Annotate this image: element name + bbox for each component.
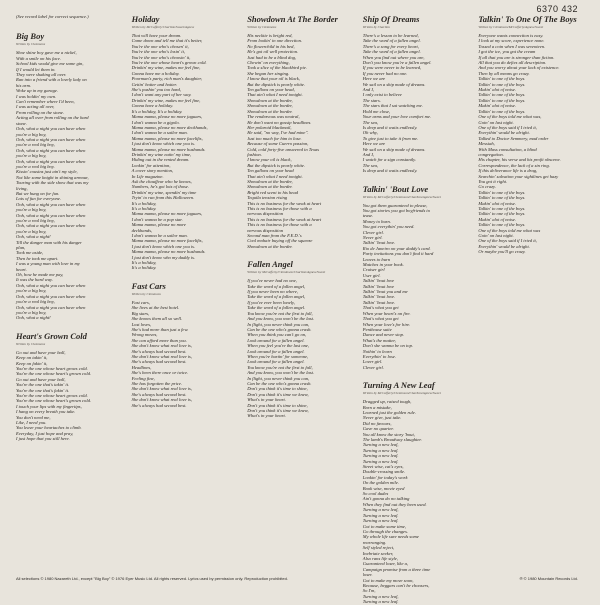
song-title: Fast Cars — [131, 280, 166, 291]
song-credit: Written by McCafferty/Cleminson/Charlton/Agnew/Sweet — [362, 194, 441, 199]
song-lyrics: Everyone wants connection is easy. I look at my score, experience none. Tossed a coin when I was seventeen. I got the ice, you got the cream If all that you are is stronger than fiction. All that you do defies all description. And you worry about your lack of existence. Then by all means go crazy. Talkin' to one of the boys. Talkin' to one of the boys. Makin' alot of noise. Talkin' to one of the boys. Talkin' to one of the boys. Makin' alot of noise. Talkin' to one of the boys. One of the boys told me what was, Goin' on last night. One of the boys said if I tried it, Everythin' would be alright. Talked to Doctor Semmery, mad order Messiah, With Mass consultation, a blind congregation. His chapter, his verse and his profit obscene. Correspondence, the lack of a sin ring. If this deliverance life is a drag, Searchin' salvation your sightlines get hazy You got it right. Go crazy. Talkin' to one of the boys. Talkin' to one of the boys. Makin' alot of noise. Talkin' to one of the boys. Talkin' to one of the boys. Makin' alot of noise. Talkin' to one of the boys. One of the boys told me what was Goin' on last night. One of the boys said if I tried it, Everythin' would be alright. Or maybe you'll go crazy. — [478, 33, 561, 255]
song-title: Big Boy — [16, 31, 45, 42]
song-credit: Written by McCafferty/Charlton/Sweet/Agnew — [131, 25, 195, 29]
catalog-number: 6370 432 — [536, 4, 578, 14]
song-title: Showdown At The Border — [247, 14, 338, 24]
song-lyrics: His necktie is bright red, From lookin' in one direction. No flowerchild in his bed, He's got oil well protection. Just had to be a blind dog, Chewin' on everything, Took a slice of the blackbird pie. She began her singing. I know that your oil is black, But the dipstick is pearly white. Ten gallons on your head, That ain't what I need tonight. Showdown at the border, Showdown at the border, Showdown at the border. The rendezvous was neutral, He don't want no gossip headlines. Her polaroid blackmail, He said, "no way, I've had mine". Just too much for him to lose. Because of some Cuerro passion, Cold, cold forty-five answered in Texas fashion. I know your oil is black, But the dipstick is pearly white. Ten gallons on your head That ain't what I need tonight. Showdown at the border, Showdown at the border. Bright red scent to his head Tequila tension rising This is no business for the weak at heart This is no business for those with a nervous disposition This is no business for the weak at heart This is no business for those with a nervous disposition Second man from the F.E.D.'s Cool mohair buying off the squeeze Showdown at the border. — [247, 33, 322, 249]
song-title: Heart's Grown Cold — [16, 330, 87, 341]
song-talkin-to-one-of-the-boys — [478, 14, 588, 255]
rights-notice: All selections © 1980 Nazareth Ltd., except "Big Boy" © 1976 Eyer Music Ltd. All rights reserved. Lyrics used by permission only. Reproduction prohibited. — [16, 576, 288, 581]
song-title: Turning A New Leaf — [362, 380, 435, 391]
song-lyrics: Go out and have your ball, Keep on takin' it, Keep on fakin' it, You're the one whose heart grows cold. You're the one whose heart's grown cold. Go out and have your ball, You're the one that's takin' it. You're the one that's fakin' it. You're the one whose heart grows cold. You're the one whose heart's grown cold. I touch your lips with my fingertips, I hang on every breath you take. You don't need me, Like, I need you. You leave your heartaches to climb. Everyday, I just hope and pray, I just hope that you still here. — [16, 349, 92, 442]
sequence-note: (See record label for correct sequence.) — [16, 14, 89, 19]
song-title: Ship Of Dreams — [362, 14, 420, 24]
song-lyrics: If you've never had no one, Take the word of a fallen angel, If you never been no where, Take the word of a fallen angel, If you've ever been lonely, Take the word of a fallen angel. You know you're not the first to fall, And you know, you won't be the last. In flight, you never think you can, Can be the one who's gonna crash. When you think you can't go on, Look around for a fallen angel. When you feel you're the last one, Look around for a fallen angel. When you're hurtin' for someone, Look around for a fallen angel. You know you're not the first to fall, And you know, you won't be the last. In flight, you never think you can, Can be the one who's gonna crash. Don't you think it's time to shine, Don't you think it's time we knew, What's in your heart. Don't you think it's time to shine, Don't you think it's time we knew, What's in your heart. — [247, 278, 315, 419]
song-credit: Written by Clemmons — [16, 341, 46, 346]
song-credit: Written by McCafferty/Cleminson/Charlton/Agnew/Sweet — [362, 391, 441, 396]
column-4 — [362, 14, 473, 605]
song-lyrics: Dragged up, raised tough, Born a mistake, Learned just the golden rule. Never give, just take. Did no favours, Gave no quarter. You all know the story 'bout, The lamb's Broadway slaughter. Turning a new leaf, Turning a new leaf. Turning a new leaf. Turning a new leaf. Street wise, cat's eyes, Double-crossing smile. Lookin' for today's work On the golden mile. Book wise, movie eyed So cool dudes Ain't gonna do no talking When they find out they been used. Turning a new leaf, Turning a new leaf. Turning a new leaf. Got to make some time, Go through the changes. My whole life sure needs some rearranging. Self styled reject, Inebriate seeker, Also rans life style, Guaranteed loser, like a, Campaign promise from a three time loser. Got to make my move soon, Because, beggars can't be choosers, So I'm, Turning a new leaf, Turning a new leaf. — [362, 399, 431, 605]
song-fallen-angel — [247, 259, 357, 419]
song-ship-of-dreams — [363, 14, 473, 174]
column-3 — [247, 14, 357, 570]
copyright-notice: ℗ © 1980 Mountain Records Ltd. — [519, 576, 578, 581]
song-lyrics: There's a lesson to be learned, Take the word of a fallen angel. There's a song for every heart, Take the word of a fallen angel. When you find out where you are, Don't you know you're a fallen angel. If you were never to be learned, If you never had no one. Here we are We sail on a ship made of dreams. And I, I only exist to believe The stars. The stars that I sat watching me. Hold me close, Your arms and your love comfort me. The sea, Is deep and it waits endlessly. Oh why, To give just to take it from me. Here we are We sail on a ship made of dreams. And I, I watch for a sign constantly. The sea, Is deep and it waits endlessly. — [362, 33, 432, 174]
song-credit: Written by Clemmons — [16, 42, 46, 47]
song-lyrics: You got them guaranteed to please, You got stories you got boyfriends to tease. Money to burn. You got everythin' you need. Clever girl. Never girl. Talkin' 'bout love. Rio de Janeiro on your daddy's card. Party invitations you don't find it hard Leaves to burn Matches in your book. Cruiser girl User girl. Talkin' 'bout love Talkin' 'bout love Talkin' 'bout you and me Talkin' 'bout love. Talkin' 'bout love. That's what you get When your heart's on fire. That's what you get When your love's for hire. Penthouse suite Dance and never stop. What's the matter, Don't she wanna be on top. Nothin' to learn Everythin' to lose. Lover girl. Clever girl. — [362, 202, 434, 370]
song-title: Talkin' To One Of The Boys — [478, 14, 577, 24]
song-credit: Written by Cleminson/McCafferty/Agnew/Sweet — [478, 25, 544, 29]
song-title: Fallen Angel — [247, 259, 293, 270]
column-2 — [132, 14, 242, 570]
song-lyrics: Shoe shine boy gave me a nickel, With a smile on his face. School kids would give me some gin, If I would let them in. They were shaking all over. Ran into a friend with a lovely lady on his arm. Woke up in my garage. I was holdin' my own. Can't remember where I'd been, I was acting all over, From rolling on the stone. Acting all over from rolling on the hard stone. Ooh, what a night you can have when you're a big boy, Ooh, what a night you can have when you're a real big boy, Ooh, what a night you can have when you're a big boy, Ooh, what a night you can have when you're a real big boy. Kissin' cousins just ain't my style, Not like some knight in shining armour, Touring with the side show that was my living, But we hung on for fun. Lots of fun for everyone. Ooh, what a night you can have when you're a big boy, Ooh, what a night you can have when you're a real big boy, Ooh, what a night you can have when you're a big boy, Ooh, what a night! Till the danger man with his danger plan, Took me aside, Then he took me apart. I was a young man with love in my heart. Oh, how he made me pay, It was the hard way. Ooh, what a night you can have when you're a big boy, Ooh, what a night you can have when you're a real big boy, Ooh, what a night you can have when you're a big boy, Ooh, what a night! — [16, 50, 89, 321]
column-1 — [16, 14, 126, 570]
footer — [16, 576, 578, 581]
song-lyrics: Fast cars, She lives at the best hotel. Big stars, She knows them all so well. Lost loves, She's had more than just a few. Wrong moves, She can afford more than you. She don't know what real love is, She's always had second best. She don't know what real love is, She's always had second best. Headlines, She's been there once or twice. Feeling fine, She has forgotten the price. She don't know what real love is, She's always had second best. She don't know what real love is, She's always had second best. — [131, 299, 192, 408]
column-5 — [478, 14, 588, 570]
song-credit: Written by McCafferty/Cleminson/Charlton/Agnew/Sweet — [247, 270, 326, 275]
song-turning-a-new-leaf — [363, 380, 473, 604]
song-credit: Written by Clemmons — [247, 25, 277, 29]
song-big-boy — [16, 31, 126, 320]
song-title: Talkin' 'Bout Love — [362, 183, 429, 194]
song-fast-cars — [132, 281, 242, 408]
song-holiday — [132, 14, 242, 271]
song-title: Holiday — [131, 14, 160, 24]
song-lyrics: That will have your dream. Come down and tell me that it's better, You're the one who's chosen' it, You're the one who's losin' it, You're the one who's choosin' it, You're the one whose heart's grown cold. Drinkin' my wine, makes me feel fine, Gonna have me a holiday. Poorman's party, rich man's daughter, Gettin' hotter and hotter. She's pushin' you too hard, I don't want any part of her way. Drinkin' my wine, makes me feel fine, Gonna have a holiday. It's a holiday, It's a holiday. Mama mama, please no more jaguars, I don't wanna be a gigolo. Mama mama, please no more deckhands, I don't wanna be a sailor man. Mama mama, please no more facelifts, I just don't know which one you is. Mama mama, please no more husbands. Drinkin' my wine eatin' my time, Hiding out in the rented dream. Lookin' for attention, A cover story mention, In Life magazine. Ask the chauffeur who he knows, Numbers, he's got lots of those. Drinkin' my wine, spendin' my time Tryin' to run from this Halloween. It's a holiday, It's a holiday. Mama mama, please no more jaguars, I don't wanna be a pop star. Mama mama, please no more deckhands, I don't wanna be a sailor man. Mama mama, please no more facelifts, I just don't know which one you is. Mama mama, please no more husbands. I just don't know who my daddy is. It's a holiday, It's a holiday. — [131, 33, 208, 271]
song-credit: Written by Charlton — [362, 25, 390, 29]
song-credit: Written by Clemmons — [131, 291, 161, 296]
song-talkin-bout-love — [363, 184, 473, 371]
song-hearts-grown-cold — [16, 331, 126, 442]
song-showdown-at-the-border — [247, 14, 357, 249]
